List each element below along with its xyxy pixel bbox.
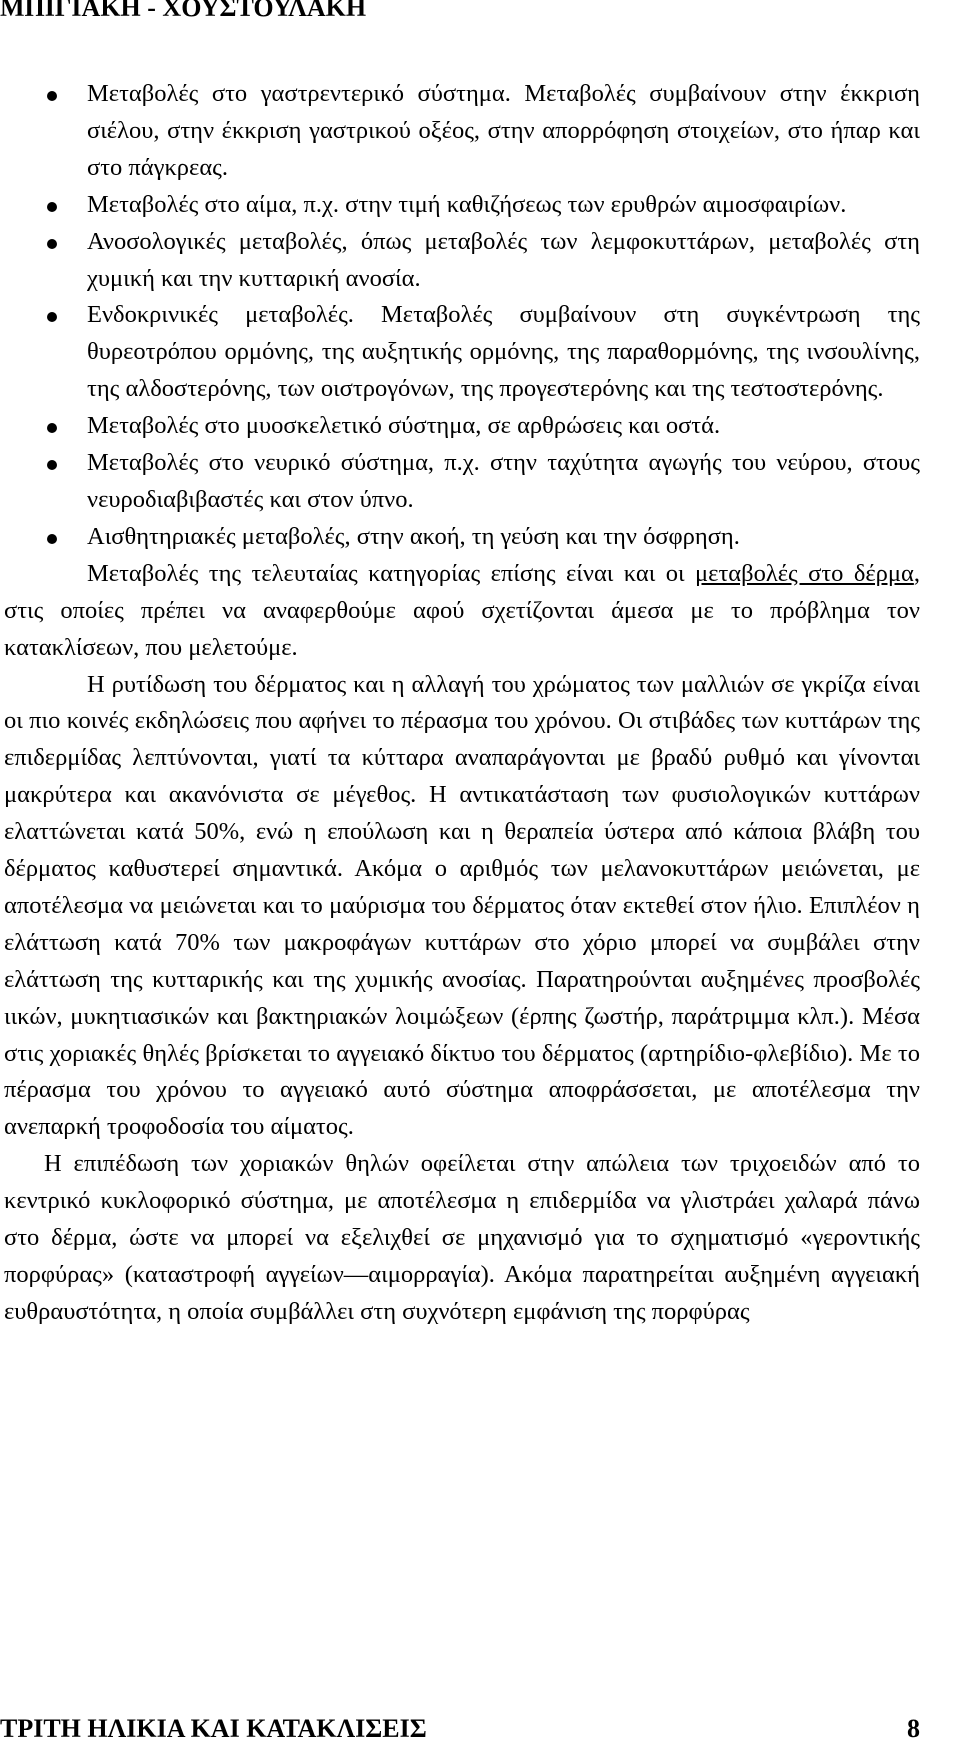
page-header-authors: ΜΠΙΓΙΑΚΗ - ΧΟΥΣΤΟΥΛΑΚΗ — [0, 0, 367, 22]
list-item-text: Ενδοκρινικές μεταβολές. Μεταβολές συμβαίνουν στη συγκέντρωση της θυρεοτρόπου ορμόνης, της αυξητικής ορμόνης, της παραθορμόνης, της ινσουλίνης, της αλδοστερόνης, των οιστρογόνων, της προγεστερόνης και της τεστοστερόνης. — [87, 301, 920, 403]
paragraph-skin-changes — [4, 556, 920, 667]
page-footer — [0, 1714, 920, 1744]
list-item — [4, 224, 920, 298]
bullet-icon — [47, 460, 57, 470]
list-item — [4, 408, 920, 445]
list-item-text: Μεταβολές στο νευρικό σύστημα, π.χ. στην ταχύτητα αγωγής του νεύρου, στους νευροδιαβιβαστές και στον ύπνο. — [87, 449, 920, 513]
paragraph-text: , στις οποίες πρέπει να αναφερθούμε αφού σχετίζονται άμεσα με το πρόβλημα τον κατακλίσεων, που μελετούμε. — [4, 559, 920, 661]
list-item-text: Αισθητηριακές μεταβολές, στην ακοή, τη γεύση και την όσφρηση. — [87, 522, 740, 550]
list-item-text: Μεταβολές στο αίμα, π.χ. στην τιμή καθιζήσεως των ερυθρών αιμοσφαιρίων. — [87, 190, 847, 218]
paragraph-skin-aging: Η ρυτίδωση του δέρματος και η αλλαγή του χρώματος των μαλλιών σε γκρίζα είναι οι πιο κοινές εκδηλώσεις που αφήνει το πέρασμα του χρόνου. Οι στιβάδες των κυττάρων της επιδερμίδας λεπτύνονται, γιατί τα κύτταρα αναπαράγονται με βραδύ ρυθμό και γίνονται μακρύτερα και ακανόνιστα σε μέγεθος. Η αντικατάσταση των φυσιολογικών κυττάρων ελαττώνεται κατά 50%, ενώ η επούλωση και η θεραπεία ύστερα από κάποια βλάβη του δέρματος καθυστερεί σημαντικά. Ακόμα ο αριθμός των μελανοκυττάρων μειώνεται, με αποτέλεσμα να μειώνεται και το μαύρισμα του δέρματος όταν εκτεθεί στον ήλιο. Επιπλέον η ελάττωση κατά 70% των μακροφάγων κυττάρων στο χόριο μπορεί να συμβάλει στην ελάττωση της κυτταρικής και της χυμικής ανοσίας. Παρατηρούνται αυξημένες προσβολές ιικών, μυκητιασικών και βακτηριακών λοιμώξεων (έρπης ζωστήρ, παράτριμμα κλπ.). Μέσα στις χοριακές θηλές βρίσκεται το αγγειακό δίκτυο του δέρματος (αρτηρίδιο-φλεβίδιο). Με το πέρασμα του χρόνου το αγγειακό αυτό σύστημα αποφράσσεται, με αποτέλεσμα την ανεπαρκή τροφοδοσία του αίματος. — [4, 670, 920, 1141]
list-item — [4, 445, 920, 519]
bullet-icon — [47, 312, 57, 322]
list-item — [4, 76, 920, 187]
list-item — [4, 187, 920, 224]
list-item-text: Ανοσολογικές μεταβολές, όπως μεταβολές των λεμφοκυττάρων, μεταβολές στη χυμική και την κυτταρική ανοσία. — [87, 227, 920, 292]
page-number: 8 — [907, 1714, 920, 1743]
bullet-list — [4, 76, 920, 556]
paragraph-text: Μεταβολές της τελευταίας κατηγορίας επίσης είναι και οι — [87, 559, 696, 587]
list-item — [4, 519, 920, 556]
list-item — [4, 297, 920, 408]
underlined-term: μεταβολές στο δέρμα — [695, 559, 914, 587]
page-content — [4, 76, 920, 1331]
footer-title: ΤΡΙΤΗ ΗΛΙΚΙΑ ΚΑΙ ΚΑΤΑΚΛΙΣΕΙΣ — [0, 1714, 427, 1743]
paragraph-purpura: Η επιπέδωση των χοριακών θηλών οφείλεται στην απώλεια των τριχοειδών από το κεντρικό κυκλοφορικό σύστημα, με αποτέλεσμα η επιδερμίδα να γλιστράει χαλαρά πάνω στο δέρμα, ώστε να μπορεί να εξελιχθεί σε μηχανισμό για το σχηματισμό «γεροντικής πορφύρας» (καταστροφή αγγείων—αιμορραγία). Ακόμα παρατηρείται αυξημένη αγγειακή ευθραυστότητα, η οποία συμβάλλει στη συχνότερη εμφάνιση της πορφύρας — [4, 1150, 920, 1325]
bullet-icon — [47, 91, 57, 101]
bullet-icon — [47, 534, 57, 544]
bullet-icon — [47, 202, 57, 212]
bullet-icon — [47, 423, 57, 433]
bullet-icon — [47, 239, 57, 249]
list-item-text: Μεταβολές στο μυοσκελετικό σύστημα, σε αρθρώσεις και οστά. — [87, 412, 721, 440]
list-item-text: Μεταβολές στο γαστρεντερικό σύστημα. Μεταβολές συμβαίνουν στην έκκριση σιέλου, στην έκκριση γαστρικού οξέος, στην απορρόφηση στοιχείων, στο ήπαρ και στο πάγκρεας. — [87, 80, 920, 181]
